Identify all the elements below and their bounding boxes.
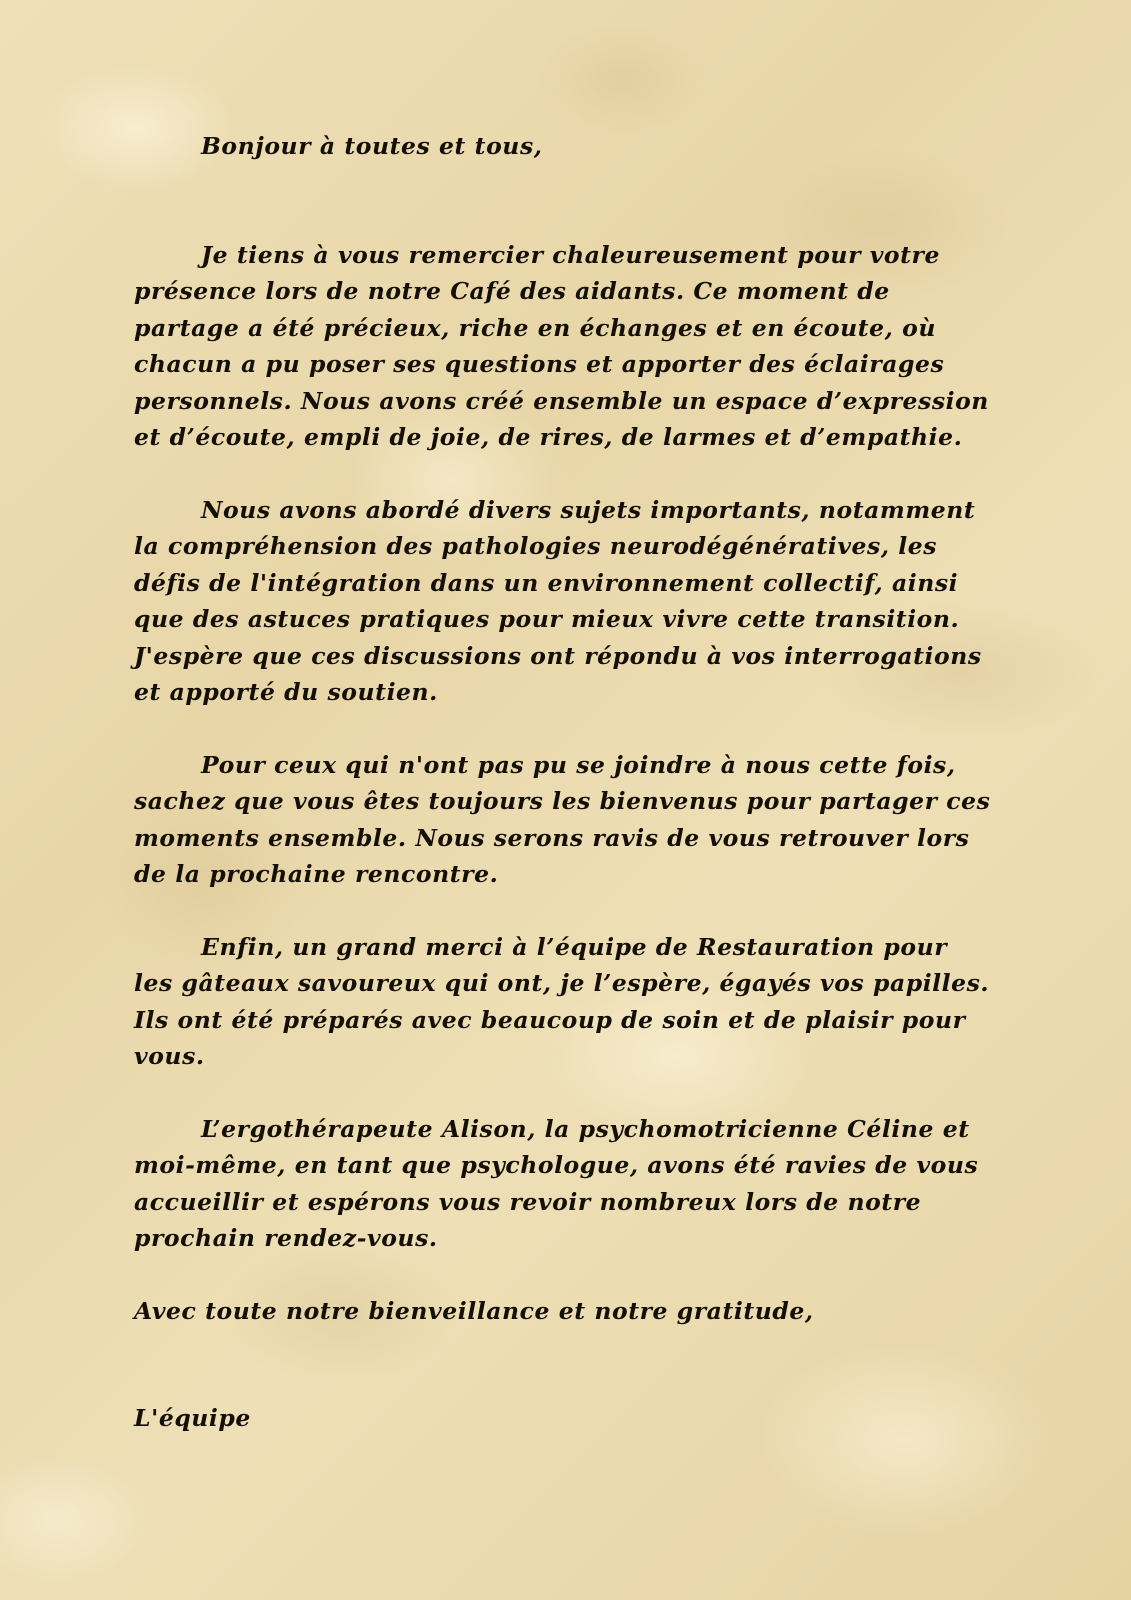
letter-greeting: Bonjour à toutes et tous,: [201, 132, 543, 160]
letter-signature: L'équipe: [134, 1404, 251, 1432]
letter-paragraph-invitation: Pour ceux qui n'ont pas pu se joindre à nous cette fois, sachez que vous êtes toujours les bienvenus pour partager ces moments ensemble. Nous serons ravis de vous retrouver lors de la prochaine rencontre.: [134, 750, 991, 888]
letter-body: [134, 128, 994, 1437]
letter-closing: Avec toute notre bienveillance et notre gratitude,: [134, 1296, 814, 1325]
letter-paragraph-team: L’ergothérapeute Alison, la psychomotricienne Céline et moi-même, en tant que psychologue, avons été ravies de vous accueillir et espérons vous revoir nombreux lors de notre prochain rendez-vous.: [134, 1114, 979, 1252]
letter-paragraph-catering: Enfin, un grand merci à l’équipe de Restauration pour les gâteaux savoureux qui ont, je l’espère, égayés vos papilles. Ils ont été préparés avec beaucoup de soin et de plaisir pour vous.: [134, 932, 990, 1070]
letter-paragraph-thanks: Je tiens à vous remercier chaleureusement pour votre présence lors de notre Café des aidants. Ce moment de partage a été précieux, riche en échanges et en écoute, où chacun a pu poser ses questions et apporter des éclairages personnels. Nous avons créé ensemble un espace d’expression et d’écoute, empli de joie, de rires, de larmes et d’empathie.: [134, 240, 989, 451]
letter-paragraph-topics: Nous avons abordé divers sujets importants, notamment la compréhension des pathologies neurodégénératives, les défis de l'intégration dans un environnement collectif, ainsi que des astuces pratiques pour mieux vivre cette transition. J'espère que ces discussions ont répondu à vos interrogations et apporté du soutien.: [134, 495, 982, 706]
